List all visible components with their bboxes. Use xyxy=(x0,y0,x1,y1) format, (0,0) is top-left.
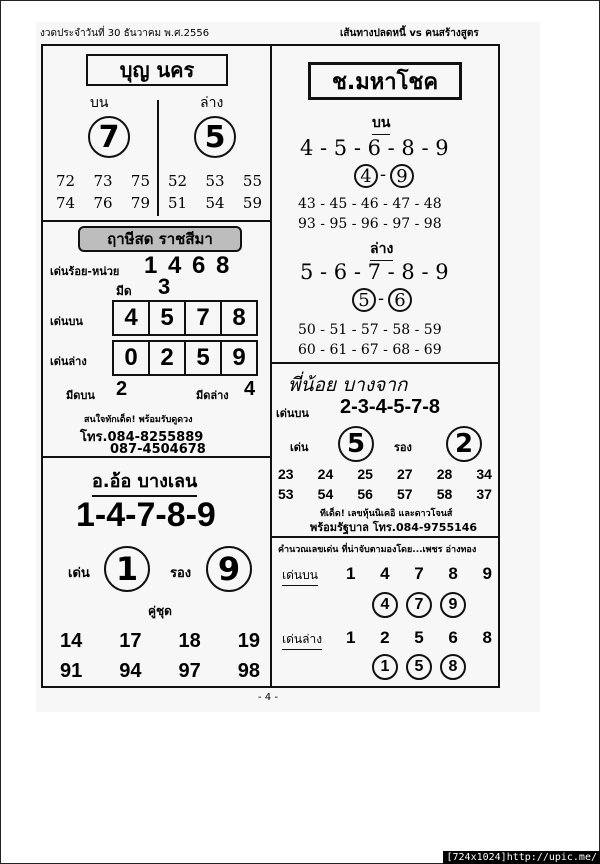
chmahachok-bottom-row1: 50 - 51 - 57 - 58 - 59 xyxy=(298,322,442,338)
peenoi-top-label: เด่นบน xyxy=(276,407,309,420)
peenoi-main-label: เด่น xyxy=(290,441,309,454)
digit: 9 xyxy=(482,564,492,583)
calc-bottom-circle: 1 xyxy=(372,654,398,680)
ruesi-contact: สนใจทักเด็ด! พร้อมรับดูดวง xyxy=(84,415,193,425)
number: 18 xyxy=(178,630,201,652)
number: 79 xyxy=(130,194,150,212)
calc-top-circle: 9 xyxy=(440,592,466,618)
chmahachok-bottom-circle2: 6 xyxy=(388,288,412,312)
aoon-second-label: รอง xyxy=(170,566,192,581)
ruesi-bottom-label: เด่นล่าง xyxy=(50,355,87,368)
digit: 2 xyxy=(380,628,390,647)
number: 76 xyxy=(93,194,113,212)
boonnakorn-top-label: บน xyxy=(90,95,109,111)
number: 97 xyxy=(178,660,201,682)
calc-bottom-digits xyxy=(346,628,492,648)
digit-cell: 5 xyxy=(148,300,186,336)
number: 51 xyxy=(168,194,188,212)
chmahachok-bottom-label: ล่าง xyxy=(370,238,393,261)
number: 34 xyxy=(476,466,492,482)
ruesi-bottom-grid xyxy=(112,340,256,376)
digit-cell: 5 xyxy=(184,340,222,376)
digit: 5 xyxy=(414,628,424,647)
number: 54 xyxy=(205,194,225,212)
chmahachok-top-label: บน xyxy=(372,112,390,135)
number: 56 xyxy=(357,486,373,502)
digit-cell: 9 xyxy=(220,340,258,376)
chmahachok-title: ช.มหาโชค xyxy=(308,62,462,100)
aoon-row2 xyxy=(60,660,260,683)
aoon-second-value: 9 xyxy=(206,546,252,592)
boonnakorn-bottom-label: ล่าง xyxy=(200,95,224,111)
boonnakorn-top-row2 xyxy=(56,194,150,212)
dash: - xyxy=(380,164,387,185)
peenoi-second-value: 2 xyxy=(446,426,482,462)
calc-top-circle: 7 xyxy=(406,592,432,618)
calc-top-circle: 4 xyxy=(372,592,398,618)
number: 94 xyxy=(119,660,142,682)
digit: 8 xyxy=(448,564,458,583)
peenoi-row2 xyxy=(278,486,492,502)
page-number: - 4 - xyxy=(258,692,278,703)
number: 19 xyxy=(237,630,260,652)
number: 55 xyxy=(242,172,262,190)
dash: - xyxy=(378,288,385,309)
peenoi-contact1: ทีเด็ด! เลขหุ้นนิเคอิ และดาวโจนส์ xyxy=(320,509,453,519)
chmahachok-top-circle2: 9 xyxy=(390,164,414,188)
digit-cell: 0 xyxy=(112,340,150,376)
number: 24 xyxy=(317,466,334,482)
number: 25 xyxy=(357,466,373,482)
boonnakorn-bottom-row2 xyxy=(168,194,262,212)
right-divider-1 xyxy=(270,362,500,364)
number: 98 xyxy=(237,660,260,682)
ruesi-meed-top-label: มีดบน xyxy=(66,389,95,402)
aoon-main-value: 1 xyxy=(104,546,150,592)
digit-cell: 4 xyxy=(112,300,150,336)
ruesi-meed-label: มีด xyxy=(116,284,132,298)
boonnakorn-top-main: 7 xyxy=(88,116,130,158)
chmahachok-top-digits: 4 - 5 - 6 - 8 - 9 xyxy=(300,136,449,160)
digit: 4 xyxy=(380,564,390,583)
aoon-digits: 1-4-7-8-9 xyxy=(76,496,216,534)
header-title: เส้นทางปลดหนี้ vs คนสร้างสูตร xyxy=(340,28,479,39)
aoon-main-label: เด่น xyxy=(68,566,90,581)
number: 75 xyxy=(130,172,150,190)
digit: 1 xyxy=(346,628,356,647)
header-date: งวดประจำวันที่ 30 ธันวาคม พ.ศ.2556 xyxy=(40,28,210,39)
number: 23 xyxy=(278,466,294,482)
number: 27 xyxy=(397,466,413,482)
chmahachok-bottom-row2: 60 - 61 - 67 - 68 - 69 xyxy=(298,342,442,358)
peenoi-second-label: รอง xyxy=(394,441,412,454)
number: 52 xyxy=(168,172,188,190)
number: 74 xyxy=(56,194,76,212)
number: 53 xyxy=(278,486,294,502)
peenoi-top-digits: 2-3-4-5-7-8 xyxy=(340,396,441,418)
aoon-row1 xyxy=(60,630,260,653)
ruesi-top-label: เด่นบน xyxy=(50,315,83,328)
calc-top-digits xyxy=(346,564,492,584)
boonnakorn-divider xyxy=(157,100,159,216)
calc-top-label: เด่นบน xyxy=(282,566,318,586)
number: 54 xyxy=(317,486,334,502)
ruesi-phone1: โทร.084-8255889 xyxy=(80,430,204,445)
calc-bottom-label: เด่นล่าง xyxy=(282,630,322,650)
ruesi-title: ฤาษีสด ราชสีมา xyxy=(78,226,242,252)
ruesi-phone2: 087-4504678 xyxy=(110,442,206,457)
boonnakorn-bottom-main: 5 xyxy=(194,116,236,158)
chmahachok-top-row2: 93 - 95 - 96 - 97 - 98 xyxy=(298,216,442,232)
aoon-title: อ.อ้อ บางเลน xyxy=(92,466,197,497)
chmahachok-bottom-circle1: 5 xyxy=(352,288,376,312)
number: 91 xyxy=(60,660,83,682)
digit: 7 xyxy=(414,564,424,583)
ruesi-play-digits: 1 4 6 8 xyxy=(144,252,232,279)
digit-cell: 7 xyxy=(184,300,222,336)
number: 14 xyxy=(60,630,83,652)
peenoi-main-value: 5 xyxy=(338,426,374,462)
peenoi-title: พี่น้อย บางจาก xyxy=(288,374,408,396)
ruesi-top-grid xyxy=(112,300,256,336)
number: 53 xyxy=(205,172,225,190)
ruesi-meed-value: 3 xyxy=(158,274,171,299)
chmahachok-top-row1: 43 - 45 - 46 - 47 - 48 xyxy=(298,196,442,212)
digit: 1 xyxy=(346,564,356,583)
number: 28 xyxy=(436,466,453,482)
ruesi-meed-bottom-value: 4 xyxy=(244,378,256,400)
ruesi-meed-bottom-label: มีดล่าง xyxy=(196,389,229,402)
ruesi-play-label: เด่นร้อย-หน่วย xyxy=(50,265,120,278)
chmahachok-bottom-digits: 5 - 6 - 7 - 8 - 9 xyxy=(300,260,449,284)
ruesi-meed-top-value: 2 xyxy=(116,378,128,400)
number: 57 xyxy=(397,486,413,502)
calc-bottom-circle: 8 xyxy=(440,654,466,680)
boonnakorn-title: บุญ นคร xyxy=(86,54,228,86)
boonnakorn-bottom-row1 xyxy=(168,172,262,190)
number: 59 xyxy=(242,194,262,212)
calc-bottom-circle: 5 xyxy=(406,654,432,680)
digit-cell: 8 xyxy=(220,300,258,336)
peenoi-contact2: พร้อมรัฐบาล โทร.084-9755146 xyxy=(310,521,478,534)
number: 37 xyxy=(476,486,492,502)
left-divider-1 xyxy=(41,220,272,222)
number: 17 xyxy=(119,630,142,652)
number: 72 xyxy=(56,172,76,190)
right-divider-2 xyxy=(270,536,500,538)
digit: 6 xyxy=(448,628,458,647)
number: 58 xyxy=(436,486,453,502)
boonnakorn-top-row1 xyxy=(56,172,150,190)
chmahachok-top-circle1: 4 xyxy=(354,164,378,188)
aoon-pairs-label: คู่ชุด xyxy=(148,604,172,618)
calc-title: คำนวณเลขเด่น ที่น่าจับตามองโดย...เพชร อ่างทอง xyxy=(278,545,477,555)
digit: 8 xyxy=(482,628,492,647)
number: 73 xyxy=(93,172,113,190)
peenoi-row1 xyxy=(278,466,492,482)
digit-cell: 2 xyxy=(148,340,186,376)
column-divider xyxy=(270,44,272,688)
image-host-footer[interactable]: [724x1024]http://upic.me/ xyxy=(443,851,600,864)
